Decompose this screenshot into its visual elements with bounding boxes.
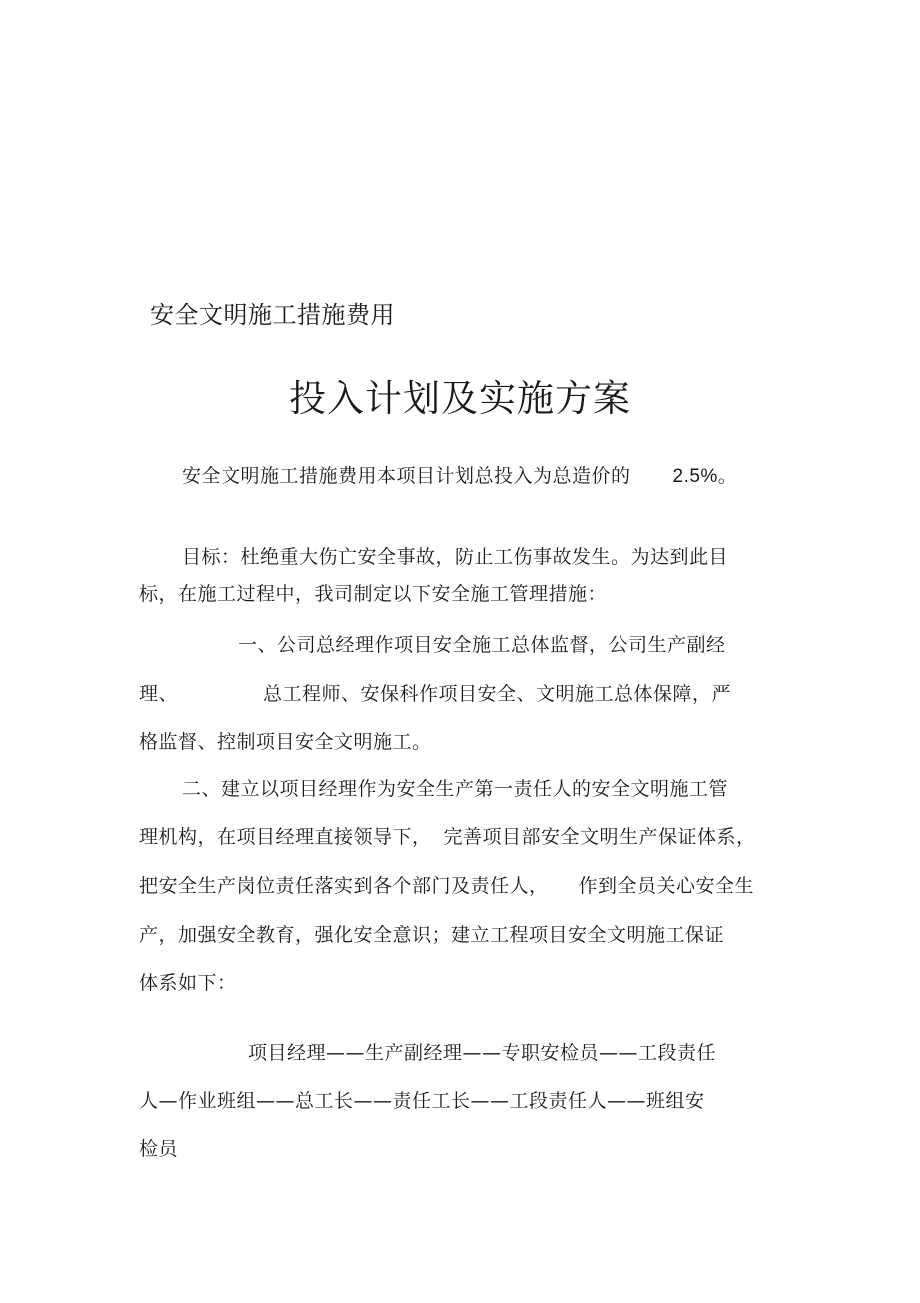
item2-line-5: 体系如下： — [139, 972, 237, 994]
item2-line-3 — [139, 874, 754, 898]
budget-paragraph — [182, 464, 737, 489]
item2-line-4: 产，加强安全教育，强化安全意识；建立工程项目安全文明施工保证 — [139, 924, 725, 946]
item1-line-1: 一、公司总经理作项目安全施工总体监督，公司生产副经 — [238, 634, 726, 656]
item2-line-3b: 作到全员关心安全生 — [578, 875, 755, 897]
item2-line-2 — [139, 825, 756, 849]
document-title: 投入计划及实施方案 — [289, 377, 631, 420]
item1-line-3: 格监督、控制项目安全文明施工。 — [139, 731, 432, 753]
item2-line-3a: 把安全生产岗位责任落实到各个部门及责任人， — [139, 875, 549, 897]
chain-line-2: 人—作业班组——总工长——责任工长——工段责任人——班组安 — [139, 1090, 705, 1112]
budget-suffix: 。 — [717, 465, 738, 487]
item1-line-2a: 理、 — [139, 683, 179, 705]
item1-line-2 — [139, 682, 731, 706]
goal-line-2: 标，在施工过程中，我司制定以下安全施工管理措施： — [139, 583, 608, 605]
item1-line-2b: 总工程师、安保科作项目安全、文明施工总体保障，严 — [263, 683, 732, 705]
item2-line-2b: 完善项目部安全文明生产保证体系， — [443, 826, 756, 848]
item2-line-1: 二、建立以项目经理作为安全生产第一责任人的安全文明施工管 — [182, 778, 729, 800]
budget-text: 安全文明施工措施费用本项目计划总投入为总造价的 — [182, 465, 631, 487]
goal-line-1: 目标：杜绝重大伤亡安全事故，防止工伤事故发生。为达到此目 — [182, 546, 729, 568]
document-subtitle: 安全文明施工措施费用 — [150, 301, 395, 329]
budget-value: 2.5% — [672, 466, 718, 487]
chain-line-3: 检员 — [139, 1138, 179, 1160]
chain-line-1: 项目经理——生产副经理——专职安检员——工段责任 — [248, 1042, 717, 1064]
item2-line-2a: 理机构，在项目经理直接领导下， — [139, 826, 432, 848]
